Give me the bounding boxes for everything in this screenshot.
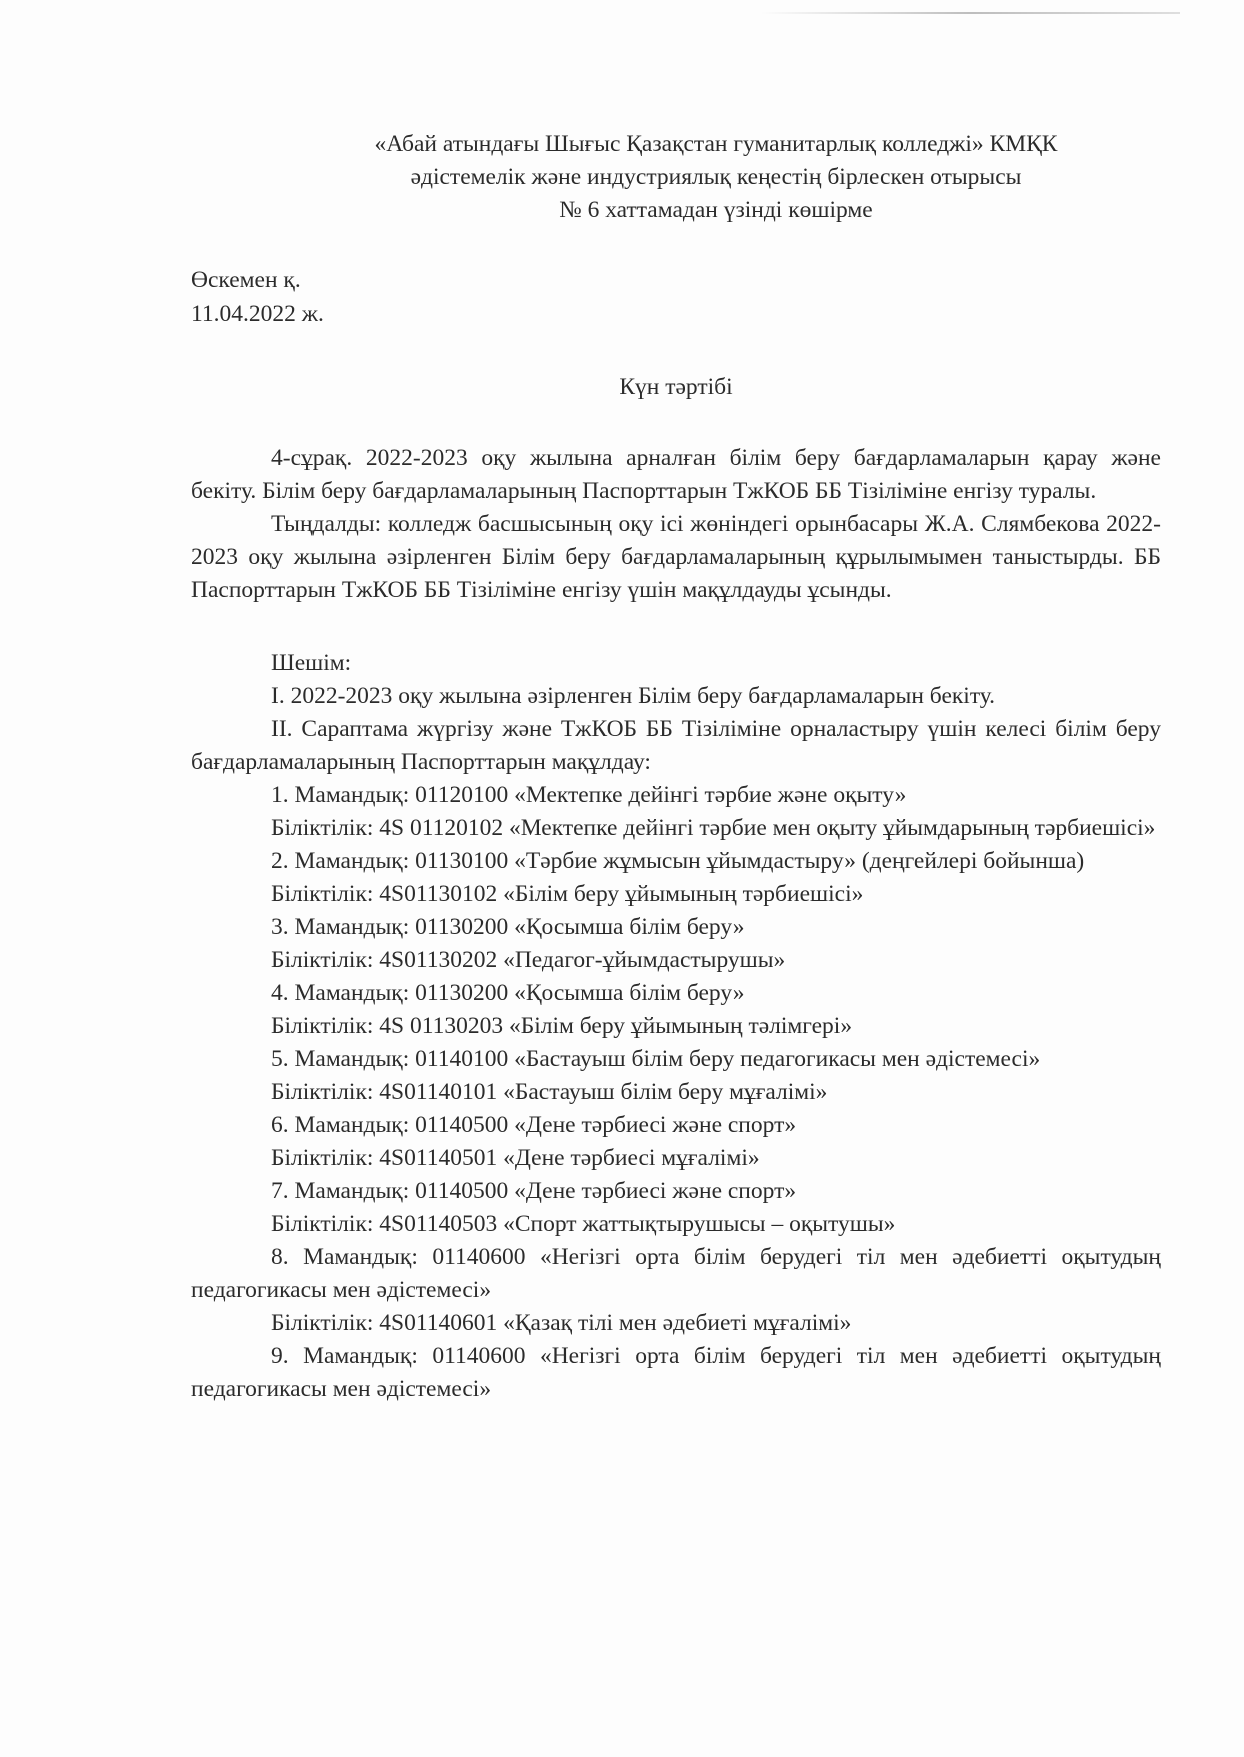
specialty-item: 9. Мамандық: 01140600 «Негізгі орта білім берудегі тіл мен әдебиетті оқытудың педагогикасы мен әдістемесі» <box>191 1343 1161 1402</box>
qualification-item: Біліктілік: 4S 01130203 «Білім беру ұйымының тәлімгері» <box>271 1013 853 1039</box>
decision-section <box>191 647 1161 1406</box>
specialty-item: 7. Мамандық: 01140500 «Дене тәрбиесі және спорт» <box>271 1178 797 1204</box>
specialty-item: 3. Мамандық: 01130200 «Қосымша білім беру» <box>271 914 745 940</box>
specialty-item: 4. Мамандық: 01130200 «Қосымша білім беру» <box>271 980 745 1006</box>
decision-label: Шешім: <box>271 650 352 676</box>
specialty-item: 1. Мамандық: 01120100 «Мектепке дейінгі тәрбие және оқыту» <box>271 782 907 808</box>
qualification-item: Біліктілік: 4S01130102 «Білім беру ұйымының тәрбиешісі» <box>271 881 864 907</box>
qualification-item: Біліктілік: 4S01140503 «Спорт жаттықтырушысы – оқытушы» <box>271 1211 896 1237</box>
document-header <box>271 128 1161 227</box>
document-page <box>191 128 1161 1406</box>
heard-paragraph: Тыңдалды: колледж басшысының оқу ісі жөніндегі орынбасары Ж.А. Слямбекова 2022-2023 оқу жылына әзірленген Білім беру бағдарламаларының құрылымымен таныстырды. ББ Паспорттарын ТжКОБ ББ Тізіліміне енгізу үшін мақұлдауды ұсынды. <box>191 511 1161 603</box>
qualification-item: Біліктілік: 4S01140501 «Дене тәрбиесі мұғалімі» <box>271 1145 760 1171</box>
date: 11.04.2022 ж. <box>191 301 324 327</box>
qualification-item: Біліктілік: 4S01130202 «Педагог-ұйымдастырушы» <box>271 947 786 973</box>
header-line-3: № 6 хаттамадан үзінді көшірме <box>559 197 873 223</box>
city: Өскемен қ. <box>191 267 301 293</box>
specialty-item: 6. Мамандық: 01140500 «Дене тәрбиесі және спорт» <box>271 1112 797 1138</box>
decision-point-2: II. Сараптама жүргізу және ТжКОБ ББ Тізіліміне орналастыру үшін келесі білім беру бағдарламаларының Паспорттарын мақұлдау: <box>191 716 1161 775</box>
qualification-item: Біліктілік: 4S01140601 «Қазақ тілі мен әдебиеті мұғалімі» <box>271 1310 852 1336</box>
header-line-1: «Абай атындағы Шығыс Қазақстан гуманитарлық колледжі» КМҚК <box>374 131 1058 157</box>
place-date-block <box>191 263 1161 331</box>
header-line-2: әдістемелік және индустриялық кеңестің бірлескен отырысы <box>410 164 1022 190</box>
specialty-item: 8. Мамандық: 01140600 «Негізгі орта білім берудегі тіл мен әдебиетті оқытудың педагогикасы мен әдістемесі» <box>191 1244 1161 1303</box>
qualification-item: Біліктілік: 4S 01120102 «Мектепке дейінгі тәрбие мен оқыту ұйымдарының тәрбиешісі» <box>271 815 1156 841</box>
qualification-item: Біліктілік: 4S01140101 «Бастауыш білім беру мұғалімі» <box>271 1079 828 1105</box>
specialty-item: 5. Мамандық: 01140100 «Бастауыш білім беру педагогикасы мен әдістемесі» <box>271 1046 1041 1072</box>
decision-point-1: I. 2022-2023 оқу жылына әзірленген Білім беру бағдарламаларын бекіту. <box>271 683 996 709</box>
specialty-item: 2. Мамандық: 01130100 «Тәрбие жұмысын ұйымдастыру» (деңгейлері бойынша) <box>271 848 1085 874</box>
agenda-question: 4-сұрақ. 2022-2023 оқу жылына арналған білім беру бағдарламаларын қарау және бекіту. Білім беру бағдарламаларының Паспорттарын ТжКОБ ББ Тізіліміне енгізу туралы. <box>191 445 1161 504</box>
scan-edge-line <box>760 12 1180 14</box>
agenda-title: Күн тәртібі <box>619 374 733 400</box>
